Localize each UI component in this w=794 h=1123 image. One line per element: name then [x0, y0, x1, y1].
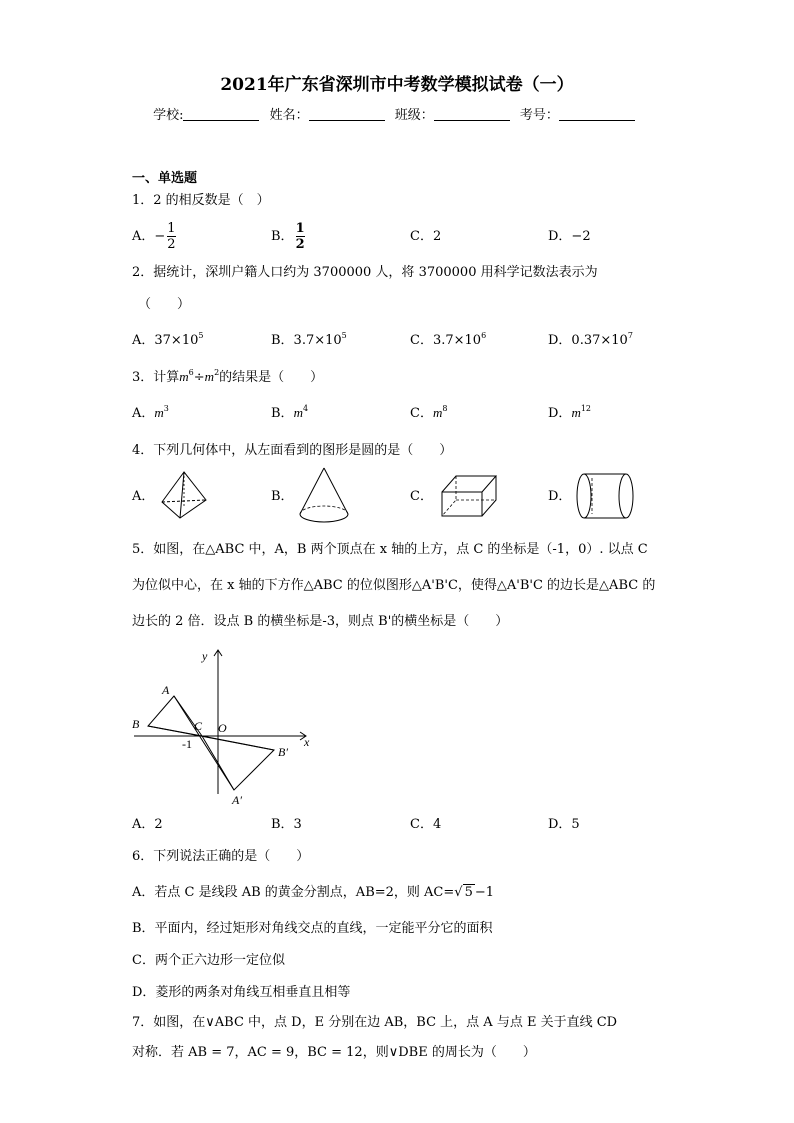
- q1-stem: 1．2 的相反数是（ ）: [132, 193, 270, 208]
- q6-option-c: C．两个正六边形一定位似: [132, 953, 285, 968]
- q4-option-b-label: B．: [271, 489, 294, 504]
- label-minus-one: -1: [182, 737, 192, 751]
- q5-coordinate-figure: [126, 644, 326, 808]
- q2-paren: （ ）: [138, 297, 191, 312]
- q3-option-c: C．$m^8$: [410, 404, 448, 421]
- q5-option-d: D．5: [548, 817, 580, 832]
- q2-option-c: C．$3.7\times 10^6$: [410, 331, 487, 348]
- q7-line1: 7．如图，在∨ABC 中，点 D，E 分别在边 AB，BC 上，点 A 与点 E 关于直线 CD: [132, 1015, 618, 1030]
- label-o: O: [218, 721, 227, 735]
- exam-no-blank: [559, 108, 635, 121]
- q1-option-a: A．− $\frac{1}{2}$: [132, 221, 176, 252]
- q1-option-b: B． $\frac{1}{2}$: [271, 221, 305, 252]
- exam-no-label: 考号：: [519, 108, 559, 123]
- q5-line1: 5．如图，在△ABC 中，A，B 两个顶点在 x 轴的上方，点 C 的坐标是（-1，0）. 以点 C: [132, 542, 648, 557]
- label-c: C: [194, 719, 203, 733]
- q3-option-b: B．$m^4$: [271, 404, 309, 421]
- label-x: x: [304, 735, 310, 749]
- label-a: A: [162, 683, 170, 697]
- q2-option-a: A．$37\times 10^5$: [132, 331, 204, 348]
- q6-option-d: D．菱形的两条对角线互相垂直且相等: [132, 985, 351, 1000]
- q6-stem: 6．下列说法正确的是（ ）: [132, 849, 310, 864]
- q3-option-d: D．$m^{12}$: [548, 404, 592, 421]
- q6-option-b: B．平面内，经过矩形对角线交点的直线，一定能平分它的面积: [132, 921, 493, 936]
- q5-option-c: C．4: [410, 817, 442, 832]
- q5-line3: 边长的 2 倍．设点 B 的横坐标是-3，则点 B'的横坐标是（ ）: [132, 614, 509, 629]
- cone-figure: [296, 466, 352, 526]
- page-title: 2021年广东省深圳市中考数学模拟试卷（一）: [220, 75, 574, 95]
- q4-option-c-label: C．: [410, 489, 433, 504]
- class-blank: [434, 108, 510, 121]
- name-blank: [309, 108, 385, 121]
- school-blank: [183, 108, 259, 121]
- q3-option-a: A．$m^3$: [132, 404, 169, 421]
- q4-stem: 4．下列几何体中，从左面看到的图形是圆的是（ ）: [132, 443, 453, 458]
- q4-option-d-label: D．: [548, 489, 572, 504]
- label-y: y: [202, 649, 208, 663]
- q1-option-c: C．2: [410, 229, 442, 244]
- q6-option-a: A．若点 C 是线段 AB 的黄金分割点，AB=2，则 AC=√ 5 −1: [132, 885, 495, 900]
- label-b: B: [132, 717, 140, 731]
- q5-option-a: A．2: [132, 817, 163, 832]
- section-heading: 一、单选题: [132, 171, 198, 186]
- pyramid-figure: [160, 470, 210, 522]
- q3-stem: 3．计算$m^6\div m^2$的结果是（ ）: [132, 368, 324, 385]
- class-label: 班级：: [394, 108, 434, 123]
- q4-option-a-label: A．: [132, 489, 155, 504]
- q7-line2: 对称．若 AB = 7，AC = 9，BC = 12，则∨DBE 的周长为（ ）: [132, 1045, 536, 1060]
- triangle-apbpc: [202, 736, 274, 790]
- cylinder-figure: [574, 470, 638, 522]
- q1-option-d: D．−2: [548, 229, 591, 244]
- label-b-prime: B′: [278, 745, 288, 759]
- q2-option-b: B．$3.7\times 10^5$: [271, 331, 347, 348]
- label-a-prime: A′: [232, 793, 242, 807]
- q5-line2: 为位似中心，在 x 轴的下方作△ABC 的位似图形△A'B'C，使得△A'B'C 的边长是△ABC 的: [132, 578, 656, 593]
- school-label: 学校:: [153, 108, 184, 123]
- cuboid-figure: [440, 472, 498, 520]
- student-info-line: [0, 104, 794, 123]
- q2-stem: 2．据统计，深圳户籍人口约为 3700000 人，将 3700000 用科学记数法表示为: [132, 265, 598, 280]
- q2-option-d: D．$0.37\times 10^7$: [548, 331, 633, 348]
- q5-option-b: B．3: [271, 817, 302, 832]
- name-label: 姓名：: [269, 108, 309, 123]
